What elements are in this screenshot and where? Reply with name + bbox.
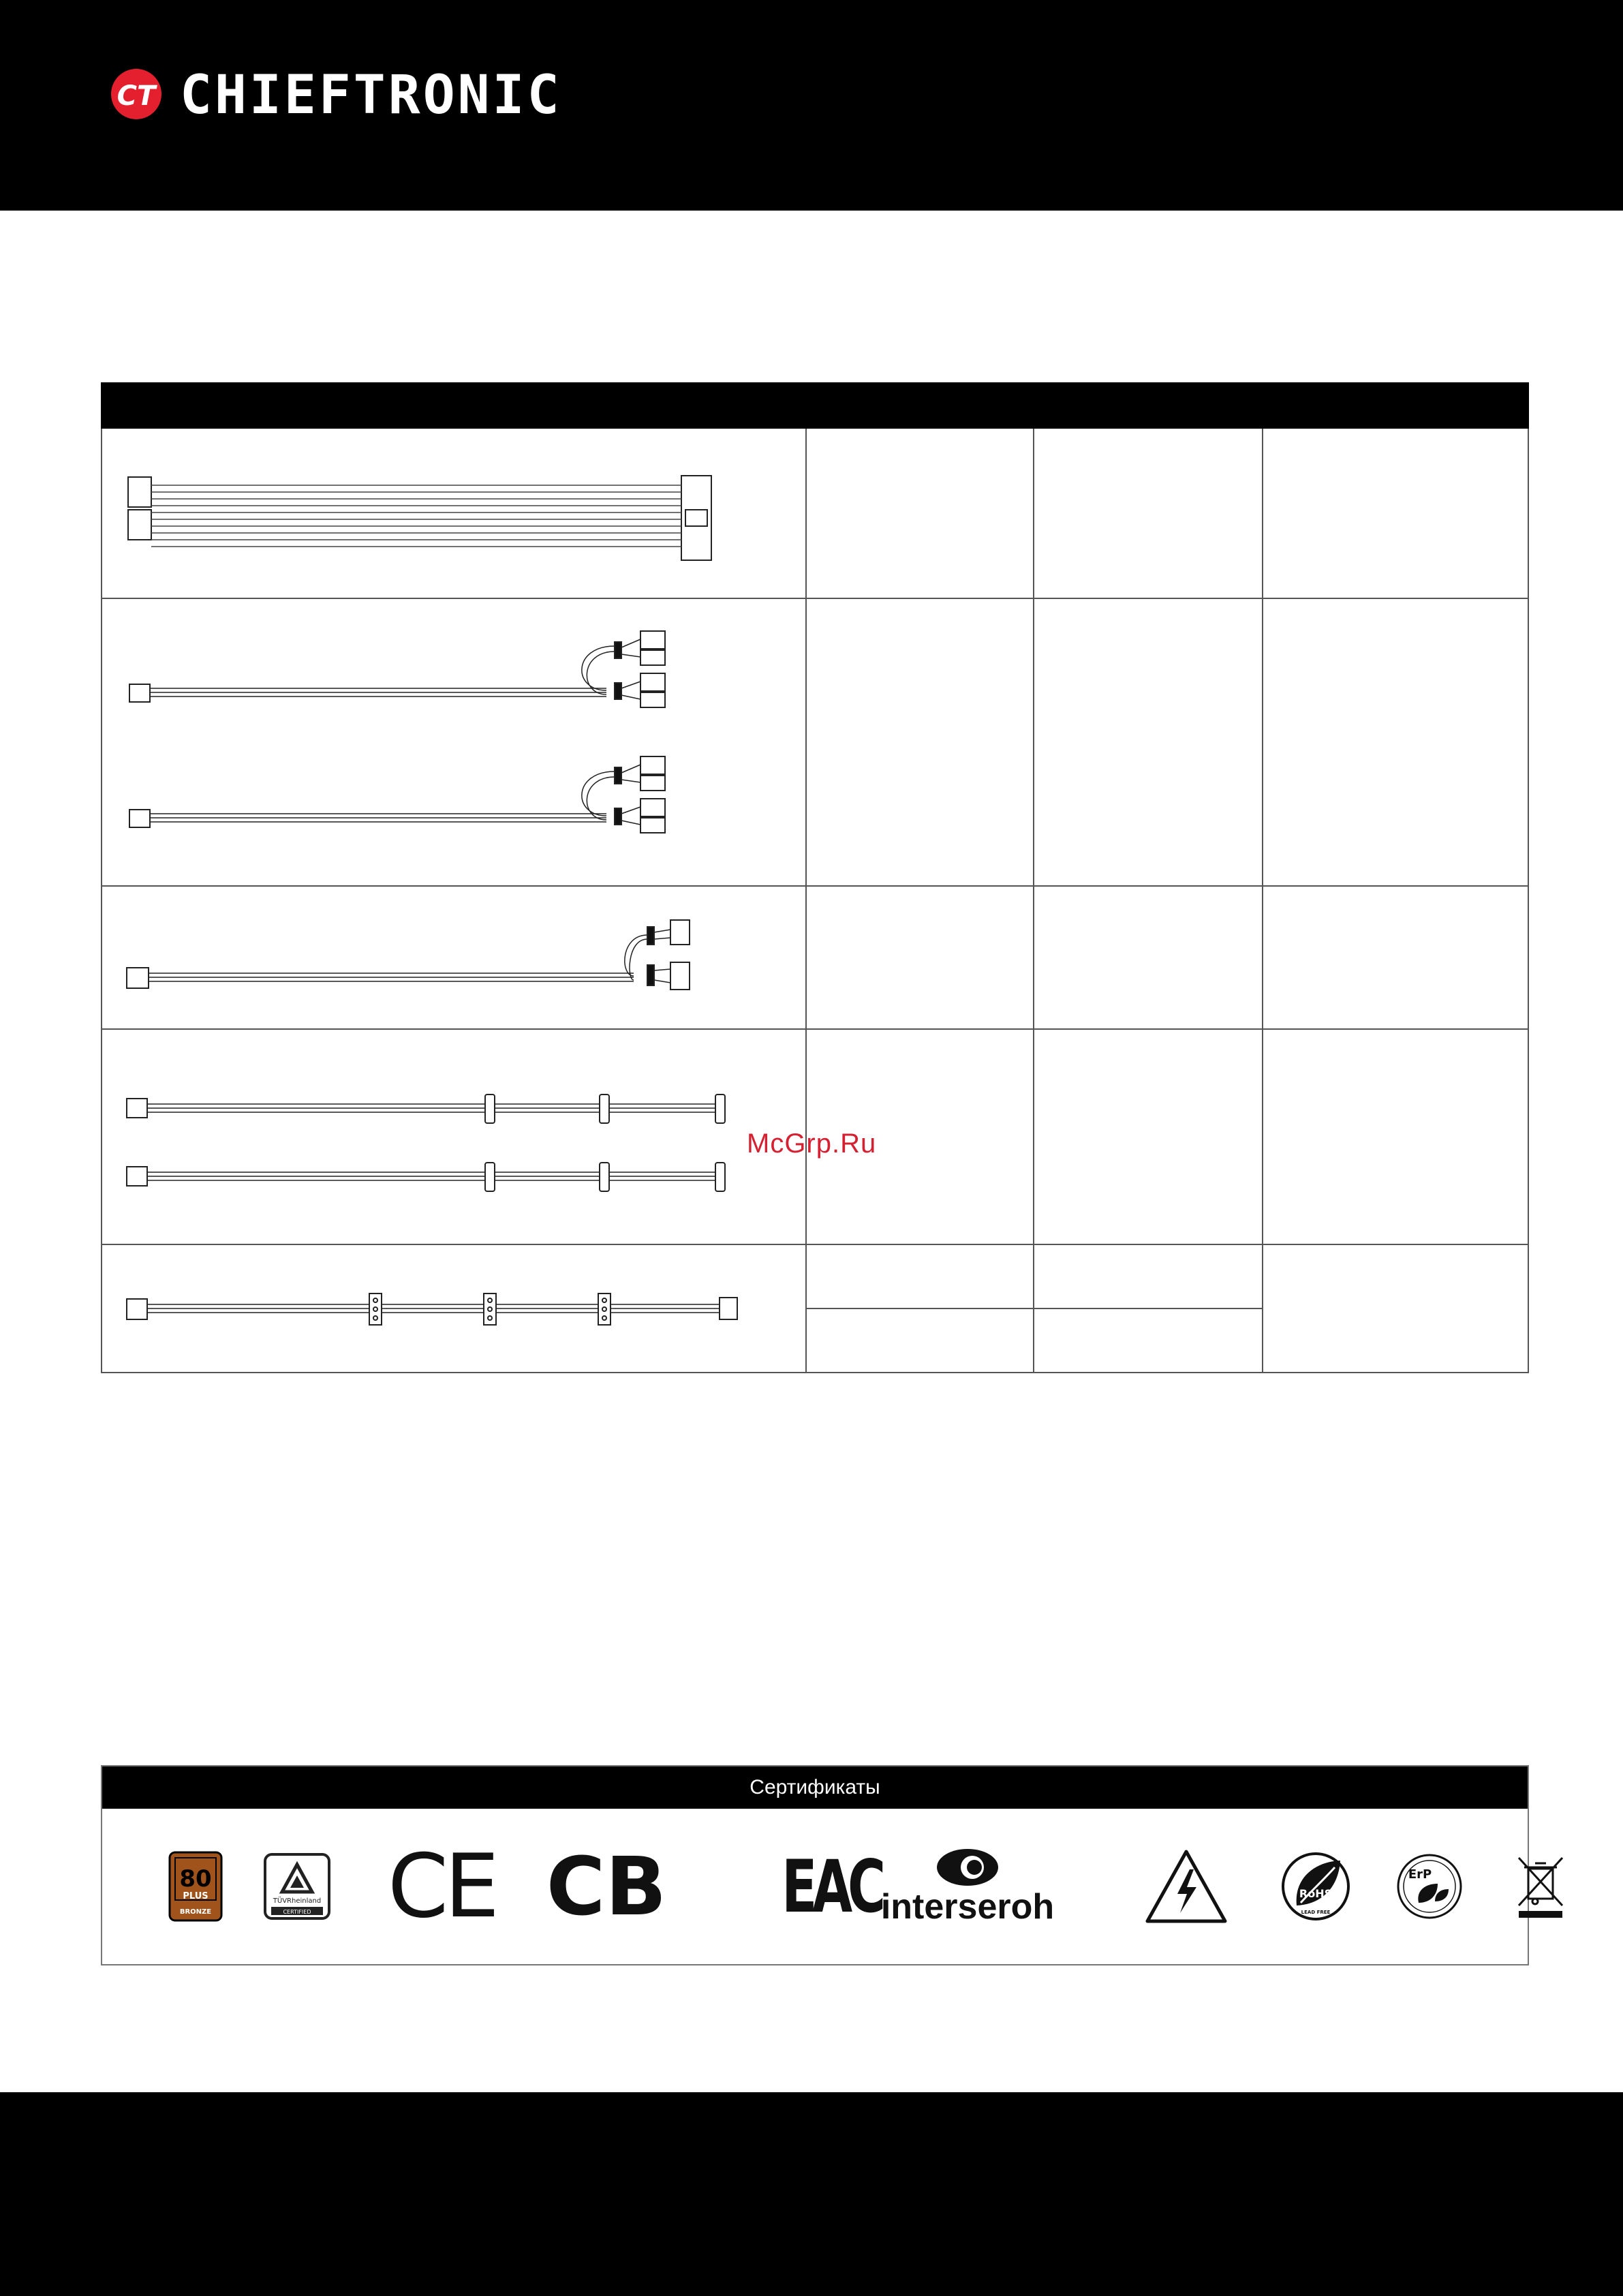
sata-cable-icon: [102, 1030, 804, 1243]
interseroh-globe-icon: [936, 1848, 1000, 1887]
cable-spec-cell: [1034, 1244, 1263, 1308]
brand-mark-letters: CT: [117, 80, 156, 112]
header-cell: [806, 383, 1034, 428]
brand-mark-icon: [109, 65, 164, 123]
cable-spec-cell: [1034, 886, 1263, 1029]
cable-table: [101, 382, 1529, 1373]
pcie-cable-icon: [102, 600, 804, 885]
80plus-level: BRONZE: [179, 1908, 212, 1916]
watermark: McGrp.Ru: [747, 1129, 877, 1159]
80plus-bronze-icon: [168, 1851, 223, 1922]
rohs-sub: LEAD FREE: [1301, 1910, 1331, 1915]
table-row: [102, 598, 1528, 886]
cable-spec-cell: [1034, 1029, 1263, 1244]
80plus-word: PLUS: [183, 1891, 208, 1901]
high-voltage-warning-icon: [1145, 1849, 1228, 1924]
erp-badge: [1389, 1809, 1470, 1964]
cable-image-cell: [102, 886, 806, 1029]
footer-band: [0, 2092, 1623, 2296]
cable-spec-cell: [1263, 598, 1528, 886]
weee-badge: [1503, 1809, 1578, 1964]
cable-spec-cell: [1263, 428, 1528, 598]
cable-spec-cell: [1263, 1244, 1528, 1373]
interseroh-text: interseroh: [880, 1887, 1055, 1927]
high-voltage-badge: [1142, 1809, 1231, 1964]
ce-mark-icon: CE: [387, 1835, 496, 1938]
cable-spec-cell: [806, 886, 1034, 1029]
molex-cable-icon: [102, 1246, 804, 1371]
tuv-icon: [263, 1852, 331, 1920]
interseroh-badge: [811, 1809, 1124, 1964]
cable-spec-cell: [1263, 886, 1528, 1029]
cable-spec-cell: [806, 1308, 1034, 1373]
cable-image-cell: [102, 1244, 806, 1373]
table-row: [102, 1244, 1528, 1308]
certifications-panel: [101, 1765, 1529, 1965]
weee-crossed-bin-icon: [1515, 1854, 1566, 1919]
rohs-name: RoHS: [1299, 1887, 1333, 1900]
tuv-name: TÜVRheinland: [273, 1897, 322, 1905]
brand-logo: [109, 65, 562, 126]
80plus-bronze-badge: [158, 1809, 233, 1964]
eac-mark-icon: EAC: [782, 1844, 881, 1929]
erp-icon: [1395, 1852, 1464, 1920]
cable-image-cell: [102, 428, 806, 598]
atx-24pin-cable-icon: [102, 429, 804, 597]
rohs-badge: [1271, 1809, 1360, 1964]
table-row: [102, 428, 1528, 598]
header-cell: [1034, 383, 1263, 428]
header-cell: [1263, 383, 1528, 428]
header-cell: [102, 383, 806, 428]
cable-image-cell: [102, 1029, 806, 1244]
table-header-row: [102, 383, 1528, 428]
certifications-title: Сертификаты: [102, 1766, 1528, 1809]
cable-spec-cell: [1034, 598, 1263, 886]
eps-cable-icon: [102, 887, 804, 1028]
cable-spec-cell: [1034, 428, 1263, 598]
80plus-number: 80: [179, 1865, 212, 1893]
tuv-status: CERTIFIED: [283, 1909, 311, 1915]
erp-text: ErP: [1408, 1867, 1432, 1882]
cable-image-cell: [102, 598, 806, 886]
tuv-badge: [256, 1809, 338, 1964]
cable-spec-cell: [1263, 1029, 1528, 1244]
rohs-icon: [1280, 1851, 1351, 1922]
table-row: [102, 886, 1528, 1029]
cable-spec-cell: [806, 1244, 1034, 1308]
brand-name: CHIEFTRONIC: [180, 65, 562, 126]
cable-spec-cell: [806, 598, 1034, 886]
cable-spec-cell: [1034, 1308, 1263, 1373]
cable-spec-cell: [806, 428, 1034, 598]
certifications-row: [102, 1809, 1528, 1964]
cb-mark-icon: CB: [546, 1839, 667, 1933]
